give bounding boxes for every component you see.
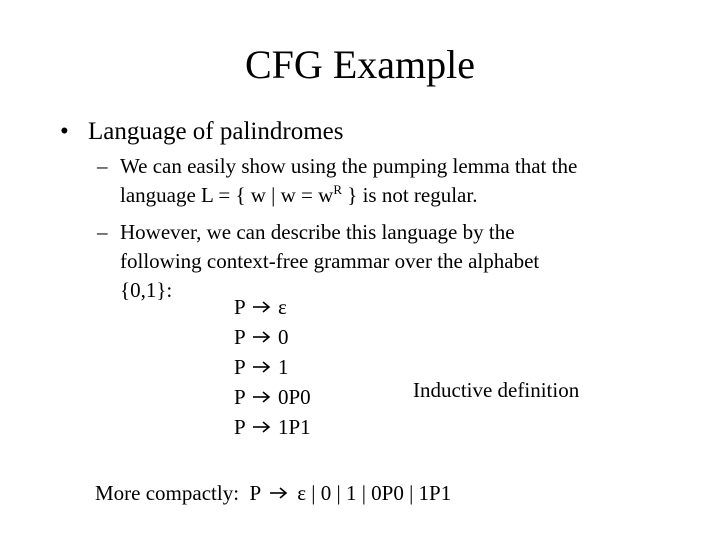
language-definition-text: language L = { w | w = w: [120, 183, 334, 207]
sub-bullet-marker: –: [97, 154, 108, 178]
production-lhs: P: [234, 295, 246, 319]
production-rhs: 0: [278, 325, 289, 349]
production-lhs: P: [234, 325, 246, 349]
production-lhs: P: [234, 355, 246, 379]
arrow-right-icon: [269, 486, 289, 500]
compact-label: More compactly: P: [95, 481, 262, 505]
production-rule: [234, 412, 311, 442]
slide-title: CFG Example: [245, 42, 475, 87]
main-bullet: [60, 115, 343, 149]
sub-bullet-2-line-3: {0,1}:: [120, 278, 173, 302]
sub-bullet-1: [97, 152, 577, 181]
inductive-definition-note: Inductive definition: [413, 378, 580, 402]
sub-bullet-2: [97, 218, 515, 247]
production-rule: [234, 352, 311, 382]
language-definition-tail: } is not regular.: [341, 183, 478, 207]
production-lhs: P: [234, 415, 246, 439]
arrow-right-icon: [252, 360, 272, 374]
compact-rhs: ε | 0 | 1 | 0P0 | 1P1: [297, 481, 452, 505]
production-rhs: ε: [278, 295, 287, 319]
sub-bullet-1-line-2: [120, 181, 477, 210]
bullet-marker: •: [60, 118, 69, 145]
compact-grammar: [95, 478, 451, 508]
production-rhs: 1P1: [278, 415, 311, 439]
sub-bullet-1-line-1: We can easily show using the pumping lemma that the: [120, 154, 578, 178]
production-rhs: 1: [278, 355, 289, 379]
sub-bullet-2-line-2: following context-free grammar over the alphabet: [120, 249, 540, 273]
arrow-right-icon: [252, 330, 272, 344]
production-lhs: P: [234, 385, 246, 409]
reverse-superscript: R: [333, 182, 342, 197]
production-rhs: 0P0: [278, 385, 311, 409]
sub-bullet-marker: –: [97, 220, 108, 244]
arrow-right-icon: [252, 300, 272, 314]
production-rule: [234, 382, 311, 412]
arrow-right-icon: [252, 420, 272, 434]
arrow-right-icon: [252, 390, 272, 404]
grammar-productions: [234, 292, 311, 442]
production-rule: [234, 292, 311, 322]
production-rule: [234, 322, 311, 352]
bullet-text: Language of palindromes: [88, 118, 344, 145]
sub-bullet-2-line-1: However, we can describe this language by the: [120, 220, 515, 244]
